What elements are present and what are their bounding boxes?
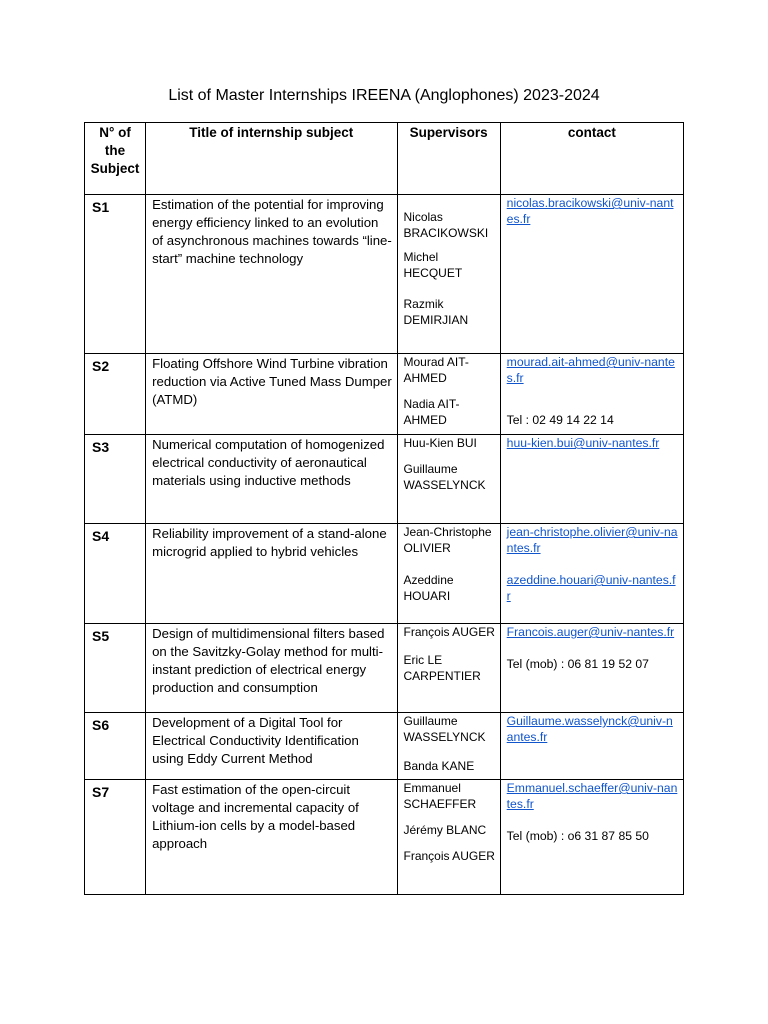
contact-cell — [501, 524, 683, 604]
supervisors-cell — [398, 354, 500, 428]
contact-cell — [501, 780, 683, 844]
subject-title: Development of a Digital Tool for Electrical Conductivity Identification using Eddy Current Method — [152, 715, 359, 766]
contact-cell — [501, 624, 683, 672]
email-link[interactable]: huu-kien.bui@univ-nantes.fr — [506, 436, 660, 450]
subject-title: Design of multidimensional filters based on the Savitzky-Golay method for multi-instant prediction of electrical energy production and consumption — [152, 626, 385, 695]
email-link[interactable]: Francois.auger@univ-nantes.fr — [506, 625, 675, 639]
subject-number: S1 — [92, 199, 110, 215]
header-title: Title of internship subject — [146, 123, 397, 195]
email-link[interactable]: nicolas.bracikowski@univ-nantes.fr — [506, 196, 674, 226]
supervisor-name: Emmanuel SCHAEFFER — [403, 781, 477, 811]
contact-cell — [501, 354, 683, 428]
phone-number: Tel (mob) : 06 81 19 52 07 — [506, 657, 649, 671]
internships-table — [84, 122, 684, 895]
supervisor-name: Nadia AIT-AHMED — [403, 397, 460, 427]
email-link[interactable]: jean-christophe.olivier@univ-nantes.fr — [506, 525, 678, 555]
supervisor-name: Eric LE CARPENTIER — [403, 653, 481, 683]
supervisor-name: Banda KANE — [403, 759, 475, 773]
supervisor-name: Jérémy BLANC — [403, 823, 487, 837]
supervisor-name: Mourad AIT-AHMED — [403, 355, 469, 385]
supervisors-cell — [398, 524, 500, 604]
supervisors-cell — [398, 780, 500, 864]
supervisor-name: Nicolas BRACIKOWSKI — [403, 210, 489, 240]
subject-title: Reliability improvement of a stand-alone microgrid applied to hybrid vehicles — [152, 526, 387, 559]
contact-cell — [501, 435, 683, 451]
supervisor-name: François AUGER — [403, 849, 495, 863]
subject-number: S3 — [92, 439, 110, 455]
supervisor-name: Michel HECQUET — [403, 250, 463, 280]
supervisor-name: Razmik DEMIRJIAN — [403, 297, 469, 327]
subject-title: Numerical computation of homogenized electrical conductivity of aeronautical materials using inductive methods — [152, 437, 385, 488]
contact-cell — [501, 195, 683, 227]
subject-number: S5 — [92, 628, 110, 644]
supervisor-name: Huu-Kien BUI — [403, 436, 477, 450]
supervisors-cell — [398, 624, 500, 684]
contact-cell — [501, 713, 683, 745]
table-row — [85, 435, 684, 524]
subject-title: Fast estimation of the open-circuit voltage and incremental capacity of Lithium-ion cells by a model-based approach — [152, 782, 359, 851]
supervisors-cell — [398, 195, 500, 328]
phone-number: Tel (mob) : o6 31 87 85 50 — [506, 829, 649, 843]
supervisor-name: François AUGER — [403, 625, 495, 639]
supervisor-name: Jean-Christophe OLIVIER — [403, 525, 492, 555]
supervisor-name: Azeddine HOUARI — [403, 573, 454, 603]
subject-number: S4 — [92, 528, 110, 544]
table-row — [85, 624, 684, 713]
supervisor-name: Guillaume WASSELYNCK — [403, 714, 486, 744]
email-link[interactable]: mourad.ait-ahmed@univ-nantes.fr — [506, 355, 675, 385]
table-row — [85, 713, 684, 780]
subject-number: S2 — [92, 358, 110, 374]
header-num: N° of the Subject — [85, 123, 146, 195]
email-link[interactable]: Guillaume.wasselynck@univ-nantes.fr — [506, 714, 673, 744]
header-contact: contact — [500, 123, 683, 195]
phone-number: Tel : 02 49 14 22 14 — [506, 413, 614, 427]
subject-number: S6 — [92, 717, 110, 733]
table-header-row — [85, 123, 684, 195]
email-link[interactable]: Emmanuel.schaeffer@univ-nantes.fr — [506, 781, 678, 811]
subject-title: Estimation of the potential for improving energy efficiency linked to an evolution of asynchronous machines towards “line-start” machine technology — [152, 197, 392, 266]
subject-number: S7 — [92, 784, 110, 800]
header-supervisors: Supervisors — [397, 123, 500, 195]
table-row — [85, 354, 684, 435]
supervisor-name: Guillaume WASSELYNCK — [403, 462, 486, 492]
supervisors-cell — [398, 713, 500, 774]
subject-title: Floating Offshore Wind Turbine vibration reduction via Active Tuned Mass Dumper (ATMD) — [152, 356, 392, 407]
table-row — [85, 780, 684, 895]
table-row — [85, 524, 684, 624]
supervisors-cell — [398, 435, 500, 493]
page-title: List of Master Internships IREENA (Anglophones) 2023-2024 — [168, 87, 600, 104]
email-link[interactable]: azeddine.houari@univ-nantes.fr — [506, 573, 676, 603]
table-row — [85, 195, 684, 354]
